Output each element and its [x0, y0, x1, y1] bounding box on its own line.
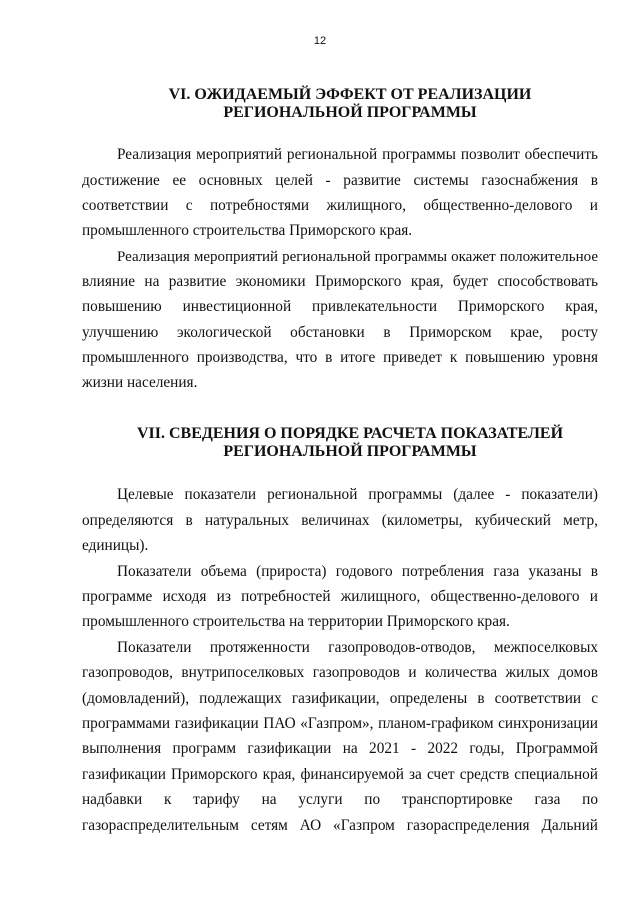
- text-line: повышению инвестиционной привлекательности Приморского края,: [82, 298, 598, 315]
- text-line: влияние на развитие экономики Приморского края, будет способствовать: [82, 273, 598, 290]
- text-line: промышленного строительства Приморского края.: [82, 222, 413, 239]
- section-7-title-line: РЕГИОНАЛЬНОЙ ПРОГРАММЫ: [223, 443, 477, 460]
- text-line: (домовладений), подлежащих газификации, определены в соответствии с: [82, 690, 598, 707]
- section-6-title-line: РЕГИОНАЛЬНОЙ ПРОГРАММЫ: [223, 104, 477, 121]
- text-line: промышленного производства, что в итоге приведет к повышению уровня: [82, 349, 598, 366]
- text-line: выполнения программ газификации на 2021 - 2022 годы, Программой: [82, 740, 598, 757]
- text-line: газификации Приморского края, финансируемой за счет средств специальной: [82, 766, 598, 783]
- text-line: программе исходя из потребностей жилищного, общественно-делового и: [82, 588, 598, 605]
- section-7-title: [60, 425, 640, 461]
- text-line: жизни населения.: [82, 374, 198, 391]
- text-line: единицы).: [82, 537, 149, 554]
- section-6-title-line: VI. ОЖИДАЕМЫЙ ЭФФЕКТ ОТ РЕАЛИЗАЦИИ: [168, 86, 532, 103]
- text-line: Показатели объема (прироста) годового потребления газа указаны в: [117, 563, 598, 580]
- text-line: соответствии с потребностями жилищного, общественно-делового и: [82, 197, 598, 214]
- text-line: определяются в натуральных величинах (километры, кубический метр,: [82, 512, 598, 529]
- text-line: улучшению экологической обстановки в Приморском крае, росту: [82, 324, 598, 341]
- text-line: Целевые показатели региональной программы (далее - показатели): [117, 486, 598, 503]
- text-line: промышленного строительства на территории Приморского края.: [82, 613, 510, 630]
- text-line: программами газификации ПАО «Газпром», планом-графиком синхронизации: [82, 715, 598, 732]
- text-line: газораспределительным сетям АО «Газпром газораспределения Дальний: [82, 817, 598, 834]
- text-line: достижение ее основных целей - развитие системы газоснабжения в: [82, 172, 598, 189]
- text-line: Реализация мероприятий региональной программы окажет положительное: [117, 249, 598, 265]
- text-line: Реализация мероприятий региональной программы позволит обеспечить: [117, 146, 598, 163]
- section-7-title-line: VII. СВЕДЕНИЯ О ПОРЯДКЕ РАСЧЕТА ПОКАЗАТЕЛЕЙ: [136, 425, 564, 442]
- text-line: Показатели протяженности газопроводов-отводов, межпоселковых: [117, 639, 598, 656]
- text-line: надбавки к тарифу на услуги по транспортировке газа по: [82, 791, 598, 808]
- page-number: 12: [313, 35, 327, 47]
- text-line: газопроводов, внутрипоселковых газопроводов и количества жилых домов: [82, 664, 598, 681]
- section-6-title: [60, 86, 640, 122]
